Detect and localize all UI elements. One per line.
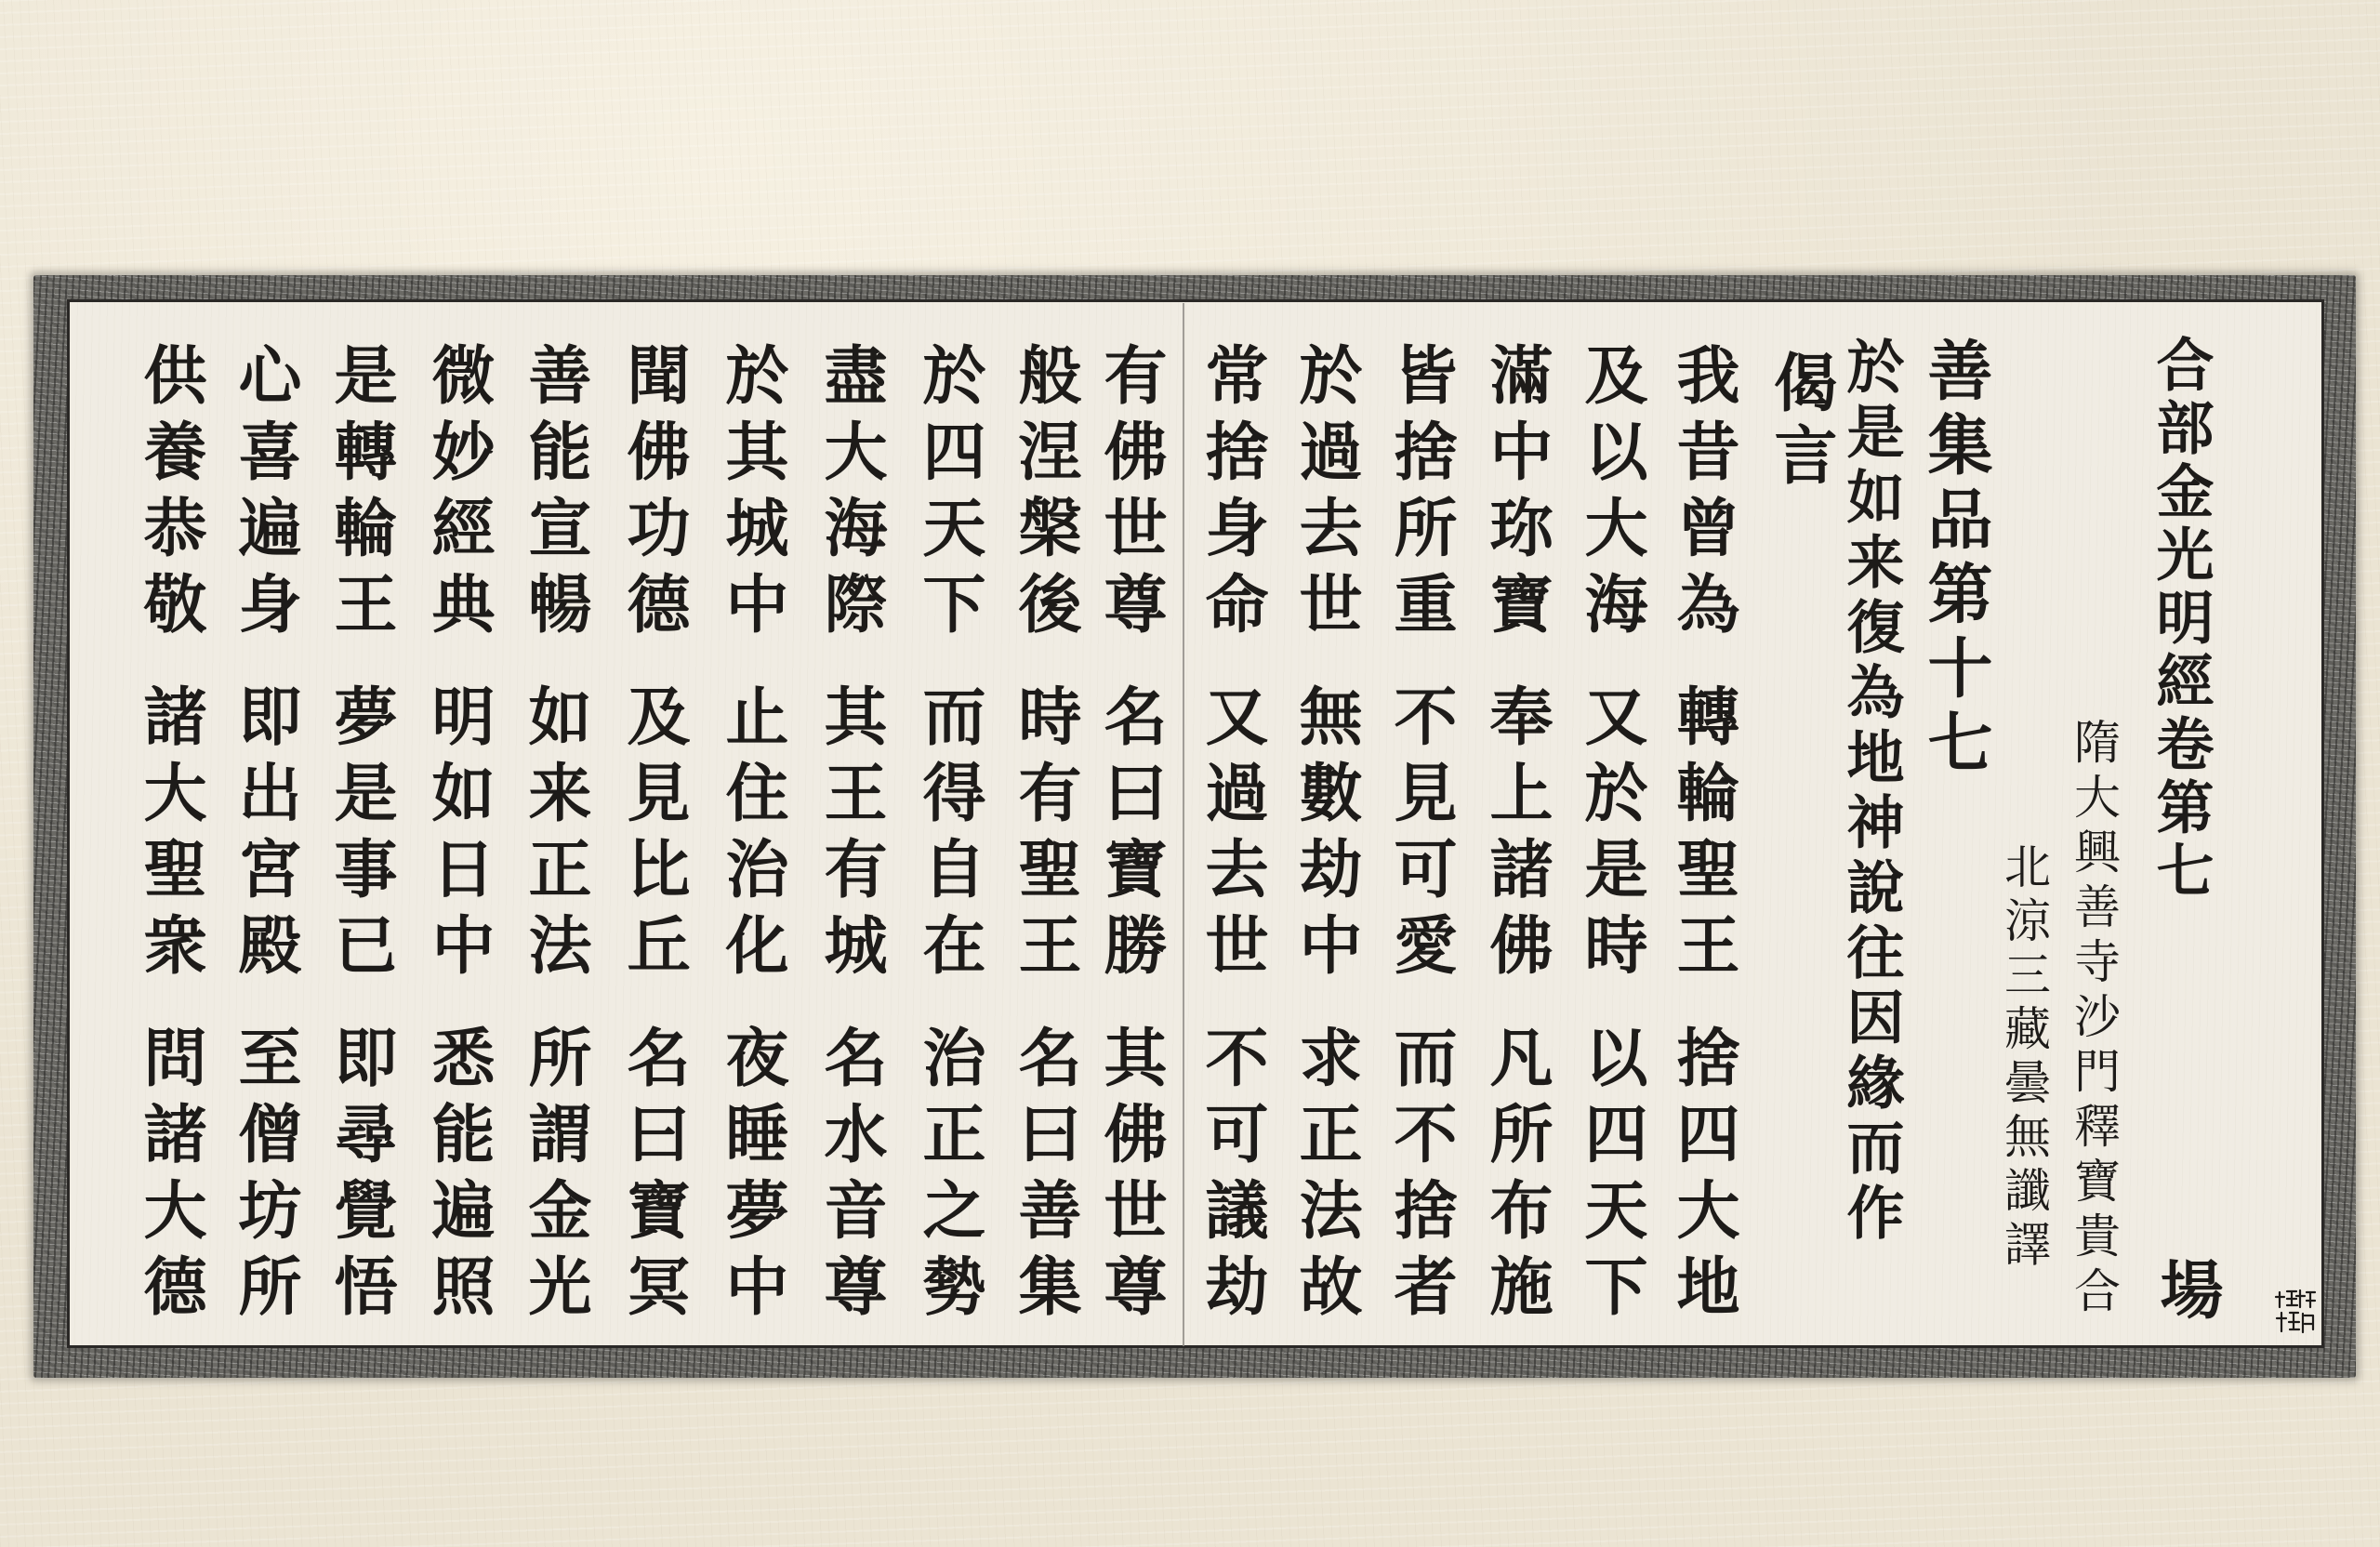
verse-column bbox=[1003, 342, 1087, 1329]
verse-phrase: 滿中珎寶 bbox=[1479, 342, 1554, 647]
scroll-title bbox=[2138, 335, 2222, 904]
verse-phrase: 皆捨所重 bbox=[1383, 342, 1458, 647]
small-carver-mark bbox=[2274, 1287, 2317, 1335]
verse-phrase: 不見可愛 bbox=[1383, 683, 1458, 988]
verse-phrase: 供養恭敬 bbox=[133, 342, 207, 647]
verse-column bbox=[710, 342, 794, 1329]
case-mark bbox=[2145, 1257, 2228, 1320]
verse-phrase: 般涅槃後 bbox=[1008, 342, 1082, 647]
verse-phrase: 求正法故 bbox=[1289, 1025, 1363, 1329]
translator-attribution-text: 北涼三藏曇無讖譯 bbox=[1997, 842, 2051, 1274]
verse-column bbox=[907, 342, 991, 1329]
verse-phrase: 盡大海際 bbox=[813, 342, 888, 647]
prose-text: 偈言 bbox=[1764, 350, 1838, 495]
verse-phrase: 治正之勢 bbox=[912, 1025, 986, 1329]
verse-phrase: 善能宣暢 bbox=[518, 342, 592, 647]
verse-phrase: 即尋覺悟 bbox=[324, 1025, 398, 1329]
verse-phrase: 又於是時 bbox=[1574, 683, 1648, 988]
verse-column bbox=[416, 342, 500, 1329]
center-fold-line bbox=[1183, 303, 1184, 1346]
verse-phrase: 不可議劫 bbox=[1195, 1025, 1269, 1329]
chapter-title-text: 善集品第十七 bbox=[1917, 337, 1994, 783]
verse-phrase: 聞佛功德 bbox=[616, 342, 691, 647]
verse-phrase: 於過去世 bbox=[1289, 342, 1363, 647]
verse-phrase: 而得自在 bbox=[912, 683, 986, 988]
verse-phrase: 名水音尊 bbox=[813, 1025, 888, 1329]
verse-phrase: 而不捨者 bbox=[1383, 1025, 1458, 1329]
verse-phrase: 如来正法 bbox=[518, 683, 592, 988]
verse-phrase: 是轉輪王 bbox=[324, 342, 398, 647]
scroll-title-text: 合部金光明經卷第七 bbox=[2147, 335, 2215, 904]
compiler-attribution-text: 隋大興善寺沙門釋寶貴合 bbox=[2067, 718, 2121, 1321]
verse-column bbox=[1284, 342, 1368, 1329]
verse-phrase: 夜睡夢中 bbox=[715, 1025, 789, 1329]
verse-phrase: 時有聖王 bbox=[1008, 683, 1082, 988]
verse-phrase: 於其城中 bbox=[715, 342, 789, 647]
verse-phrase: 及以大海 bbox=[1574, 342, 1648, 647]
verse-phrase: 無數劫中 bbox=[1289, 683, 1363, 988]
verse-phrase: 問諸大德 bbox=[133, 1025, 207, 1329]
verse-column bbox=[513, 342, 597, 1329]
verse-phrase: 又過去世 bbox=[1195, 683, 1269, 988]
verse-phrase: 微妙經典 bbox=[421, 342, 496, 647]
verse-phrase: 其王有城 bbox=[813, 683, 888, 988]
verse-column bbox=[1569, 342, 1653, 1329]
verse-phrase: 心喜遍身 bbox=[228, 342, 302, 647]
verse-phrase: 捨四大地 bbox=[1666, 1025, 1740, 1329]
case-mark-text: 場 bbox=[2149, 1257, 2224, 1320]
prose-column bbox=[1759, 350, 1843, 495]
verse-phrase: 名曰善集 bbox=[1008, 1025, 1082, 1329]
verse-column bbox=[1379, 342, 1462, 1329]
translator-attribution bbox=[1996, 842, 2052, 1274]
verse-phrase: 其佛世尊 bbox=[1093, 1025, 1168, 1329]
chapter-title bbox=[1913, 337, 1997, 783]
prose-text: 於是如来復為地神說往因緣而作 bbox=[1837, 337, 1905, 1248]
verse-phrase: 凡所布施 bbox=[1479, 1025, 1554, 1329]
verse-column bbox=[809, 342, 892, 1329]
verse-phrase: 所謂金光 bbox=[518, 1025, 592, 1329]
verse-phrase: 名曰寶冥 bbox=[616, 1025, 691, 1329]
verse-phrase: 及見比丘 bbox=[616, 683, 691, 988]
verse-phrase: 於四天下 bbox=[912, 342, 986, 647]
verse-column bbox=[1089, 342, 1172, 1329]
verse-column bbox=[612, 342, 695, 1329]
verse-phrase: 奉上諸佛 bbox=[1479, 683, 1554, 988]
verse-phrase: 諸大聖衆 bbox=[133, 683, 207, 988]
verse-phrase: 止住治化 bbox=[715, 683, 789, 988]
verse-phrase: 名曰寶勝 bbox=[1093, 683, 1168, 988]
verse-phrase: 有佛世尊 bbox=[1093, 342, 1168, 647]
verse-column bbox=[128, 342, 212, 1329]
verse-phrase: 至僧坊所 bbox=[228, 1025, 302, 1329]
verse-phrase: 夢是事已 bbox=[324, 683, 398, 988]
verse-phrase: 明如日中 bbox=[421, 683, 496, 988]
verse-phrase: 轉輪聖王 bbox=[1666, 683, 1740, 988]
verse-phrase: 悉能遍照 bbox=[421, 1025, 496, 1329]
verse-phrase: 即出宮殿 bbox=[228, 683, 302, 988]
verse-column bbox=[1474, 342, 1558, 1329]
verse-column bbox=[1190, 342, 1274, 1329]
verse-phrase: 以四天下 bbox=[1574, 1025, 1648, 1329]
verse-phrase: 常捨身命 bbox=[1195, 342, 1269, 647]
verse-phrase: 我昔曾為 bbox=[1666, 342, 1740, 647]
verse-column bbox=[223, 342, 307, 1329]
compiler-attribution bbox=[2066, 718, 2122, 1321]
verse-column bbox=[319, 342, 403, 1329]
verse-column bbox=[1661, 342, 1745, 1329]
